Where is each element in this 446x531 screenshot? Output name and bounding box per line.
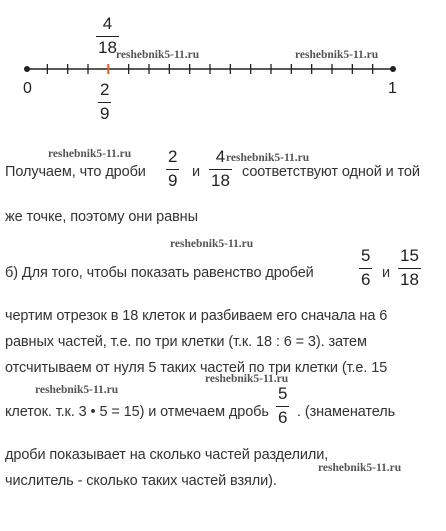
fraction-5-6 [359, 246, 372, 290]
text-line: клеток. т.к. 3 • 5 = 15) и отмечаем дробь [5, 404, 269, 420]
text-line: равных частей, т.е. по три клетки (т.к. 18 : 6 = 3). затем [5, 334, 367, 350]
denominator: 18 [400, 270, 419, 290]
label-zero: 0 [23, 80, 32, 97]
start-point [24, 66, 30, 72]
fraction-bar [209, 169, 232, 170]
fraction-2-9 [166, 147, 179, 191]
bottom-fraction-2-9 [98, 80, 111, 124]
watermark: reshebnik5-11.ru [35, 384, 119, 396]
fraction-bar [359, 268, 372, 269]
denominator: 6 [278, 408, 288, 428]
number-line [0, 0, 446, 110]
text-line: чертим отрезок в 18 клеток и разбиваем его сначала на 6 [5, 308, 388, 324]
watermark: reshebnik5-11.ru [116, 49, 200, 61]
watermark: reshebnik5-11.ru [170, 238, 254, 250]
fraction-bar [398, 268, 421, 269]
text-line: отсчитываем от нуля 5 таких частей по три клетки (т.е. 15 [5, 360, 388, 376]
numerator: 15 [400, 246, 419, 265]
text-and: и [192, 164, 200, 180]
denominator: 6 [361, 270, 371, 290]
watermark: reshebnik5-11.ru [48, 148, 132, 160]
numerator: 5 [361, 246, 371, 265]
fraction-bar [276, 406, 289, 407]
text-line: б) Для того, чтобы показать равенство дробей [5, 265, 314, 281]
end-point [390, 66, 396, 72]
denominator: 18 [98, 38, 117, 58]
numerator: 5 [278, 384, 288, 403]
fraction-bar [166, 169, 179, 170]
watermark: reshebnik5-11.ru [318, 462, 402, 474]
text-line: . (знаменатель [297, 404, 396, 420]
fraction-bar [98, 102, 111, 103]
numerator: 4 [215, 147, 226, 166]
denominator: 9 [168, 171, 178, 191]
text-line: дроби показывает на сколько частей разделили, [5, 447, 329, 463]
text-line: числитель - сколько таких частей взяли). [5, 473, 277, 489]
numerator: 4 [102, 14, 113, 33]
denominator: 9 [100, 104, 110, 124]
watermark: reshebnik5-11.ru [295, 49, 379, 61]
watermark: reshebnik5-11.ru [226, 152, 310, 164]
fraction-bar [96, 36, 119, 37]
text-and: и [382, 265, 390, 281]
text-line: же точке, поэтому они равны [5, 209, 198, 225]
text-line: Получаем, что дроби [5, 164, 146, 180]
numerator: 2 [100, 80, 110, 99]
fraction-5-6-second [276, 384, 289, 428]
watermark: reshebnik5-11.ru [205, 373, 289, 385]
label-one: 1 [388, 80, 397, 97]
text-line: соответствуют одной и той [242, 164, 420, 180]
denominator: 18 [211, 171, 230, 191]
numerator: 2 [168, 147, 178, 166]
fraction-15-18 [398, 246, 421, 290]
fraction-4-18 [209, 147, 232, 191]
